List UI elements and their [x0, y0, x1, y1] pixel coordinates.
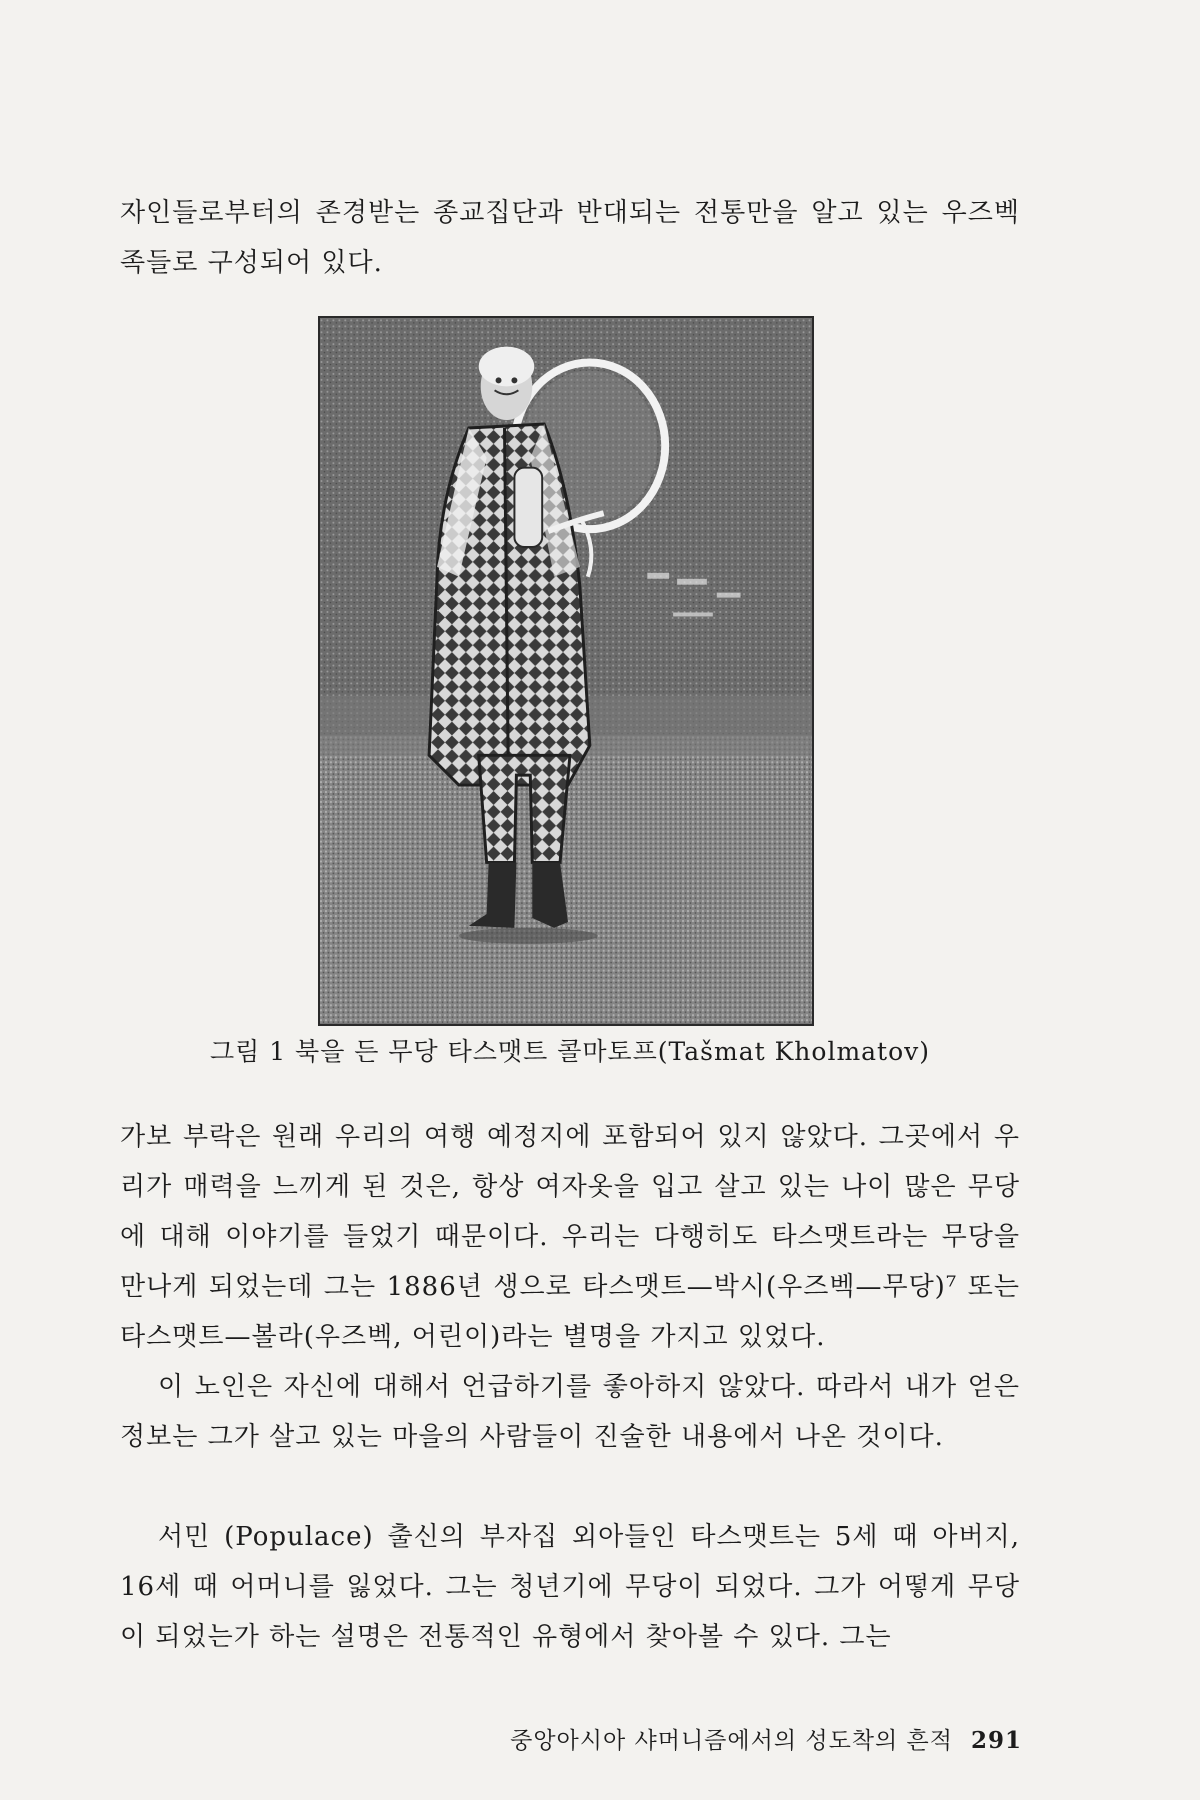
- page-footer: [510, 1722, 1022, 1755]
- paragraph-1: 가보 부락은 원래 우리의 여행 예정지에 포함되어 있지 않았다. 그곳에서 우리가 매력을 느끼게 된 것은, 항상 여자옷을 입고 살고 있는 나이 많은 무당에 대해 이야기를 들었기 때문이다. 우리는 다행히도 타스맷트라는 무당을 만나게 되었는데 그는 1886년 생으로 타스맷트—박시(우즈벡—무당)⁷ 또는 타스맷트—볼라(우즈벡, 어린이)라는 별명을 가지고 있었다.: [120, 1122, 1020, 1352]
- paragraph-3: 서민 (Populace) 출신의 부자집 외아들인 타스맷트는 5세 때 아버지, 16세 때 어머니를 잃었다. 그는 청년기에 무당이 되었다. 그가 어떻게 무당이 되었는가 하는 설명은 전통적인 유형에서 찾아볼 수 있다. 그는: [120, 1522, 1020, 1652]
- shaman-photo: [320, 318, 812, 1024]
- figure-caption: 그림 1 북을 든 무당 타스맷트 콜마토프(Tašmat Kholmatov): [209, 1037, 931, 1066]
- page-number: 291: [970, 1727, 1022, 1754]
- figure-photo: [318, 316, 814, 1026]
- paragraph-2: 이 노인은 자신에 대해서 언급하기를 좋아하지 않았다. 따라서 내가 얻은 정보는 그가 살고 있는 마을의 사람들이 진술한 내용에서 나온 것이다.: [120, 1372, 1020, 1452]
- running-title: 중앙아시아 샤머니즘에서의 성도착의 흔적: [510, 1728, 953, 1754]
- paragraph-intro: 자인들로부터의 존경받는 종교집단과 반대되는 전통만을 알고 있는 우즈벡족들로 구성되어 있다.: [120, 198, 1020, 278]
